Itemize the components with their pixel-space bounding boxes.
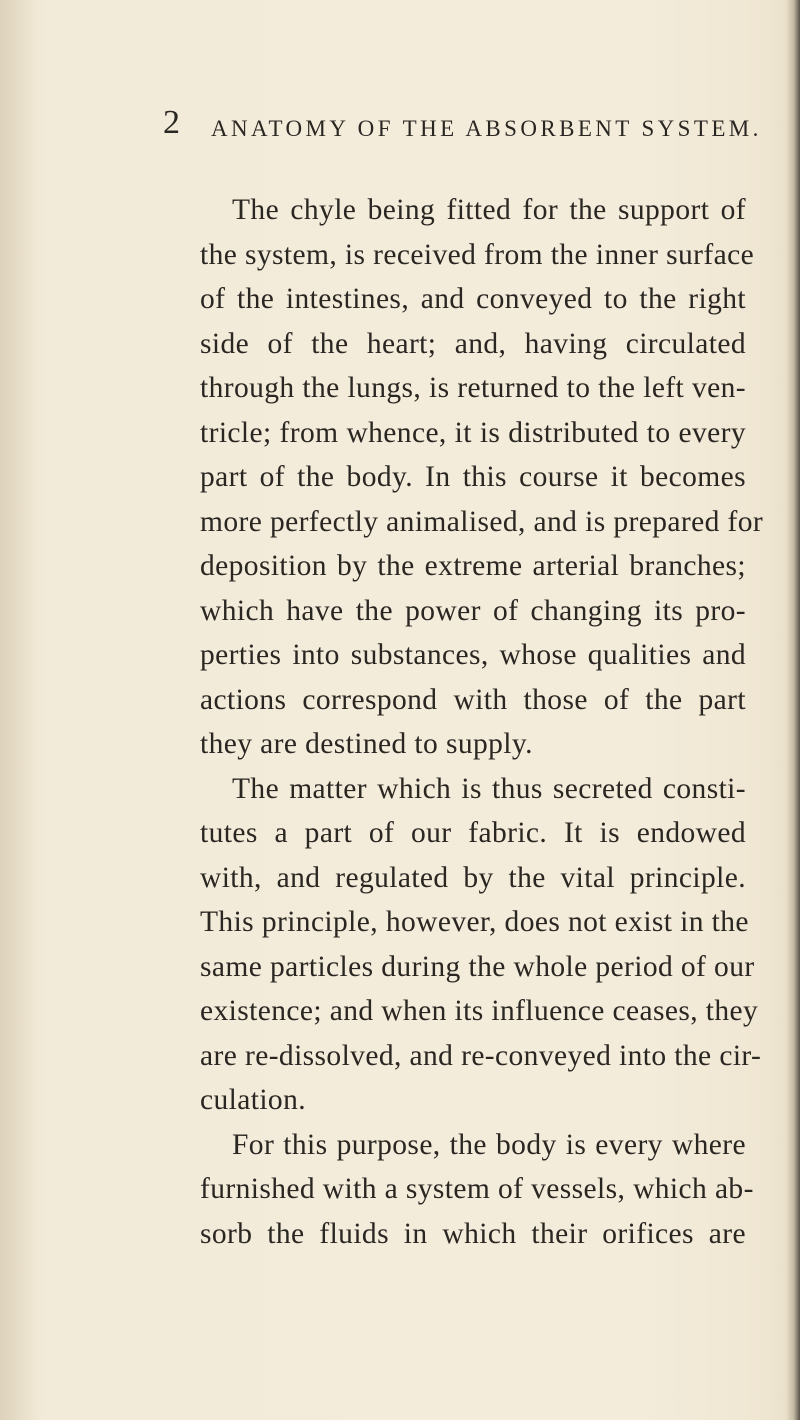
text-line: furnished with a system of vessels, which ab- xyxy=(200,1173,754,1205)
page-header xyxy=(163,104,762,154)
text-line: which have the power of changing its pro- xyxy=(200,594,746,627)
text-line: the system, is received from the inner surface xyxy=(200,238,755,271)
page-number: 2 xyxy=(163,104,180,141)
text-line: part of the body. In this course it becomes xyxy=(200,461,746,493)
text-line: actions correspond with those of the part xyxy=(200,683,746,716)
text-line: The matter which is thus secreted consti- xyxy=(232,772,746,805)
text-line: This principle, however, does not exist in the xyxy=(200,906,749,938)
page-edge-shadow xyxy=(786,0,800,1420)
text-line: perties into substances, whose qualities and xyxy=(200,639,746,671)
text-line: deposition by the extreme arterial branches; xyxy=(200,550,746,582)
text-line: For this purpose, the body is every where xyxy=(232,1128,746,1161)
text-line: with, and regulated by the vital principle. xyxy=(200,861,746,894)
text-line: culation. xyxy=(200,1084,307,1116)
text-line: tricle; from whence, it is distributed to every xyxy=(200,416,746,449)
text-line: side of the heart; and, having circulated xyxy=(200,327,746,360)
text-line: The chyle being fitted for the support of xyxy=(232,194,746,226)
running-head: ANATOMY OF THE ABSORBENT SYSTEM. xyxy=(211,116,762,141)
gutter-shadow xyxy=(0,0,40,1420)
text-line: same particles during the whole period of our xyxy=(200,950,755,983)
text-line: sorb the fluids in which their orifices are xyxy=(200,1217,746,1250)
text-line: more perfectly animalised, and is prepared for xyxy=(200,505,764,538)
text-line: of the intestines, and conveyed to the right xyxy=(200,283,746,315)
text-line: they are destined to supply. xyxy=(200,728,533,760)
text-line: are re-dissolved, and re-conveyed into the cir- xyxy=(200,1039,762,1072)
body-text xyxy=(200,188,764,1256)
text-line: existence; and when its influence ceases, they xyxy=(200,995,759,1027)
text-line: through the lungs, is returned to the left ven- xyxy=(200,372,746,404)
text-line: tutes a part of our fabric. It is endowed xyxy=(200,817,746,849)
